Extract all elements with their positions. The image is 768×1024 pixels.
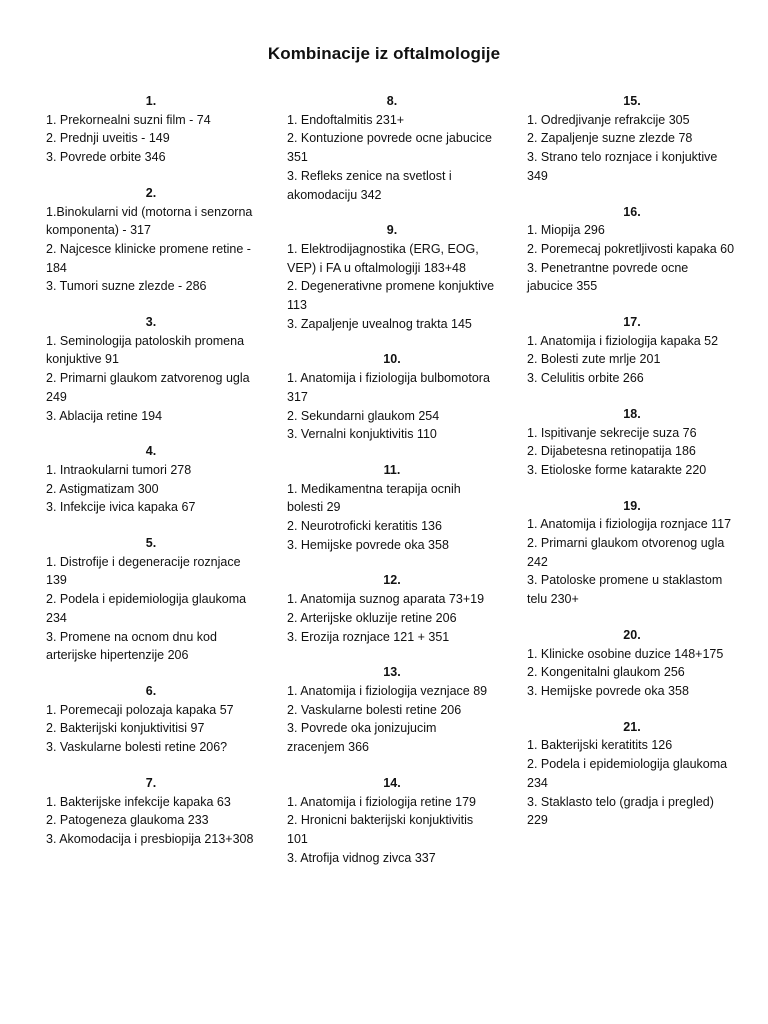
combination-item: 2. Bakterijski konjuktivitisi 97 <box>46 721 205 736</box>
combination-group <box>287 461 497 555</box>
combination-item: 1.Binokularni vid (motorna i senzorna komponenta) - 317 <box>46 204 253 238</box>
combination-group <box>527 718 737 830</box>
combination-item: 3. Etioloske forme katarakte 220 <box>527 462 707 477</box>
combination-item: 3. Infekcije ivica kapaka 67 <box>46 500 196 515</box>
column-right <box>527 92 737 847</box>
combination-item: 3. Staklasto telo (gradja i pregled) 229 <box>527 794 714 828</box>
combination-number: 15. <box>623 94 641 108</box>
combination-item: 1. Klinicke osobine duzice 148+175 <box>527 646 724 661</box>
combination-item: 2. Kontuzione povrede ocne jabucice 351 <box>287 131 493 165</box>
combination-group <box>46 774 256 849</box>
combination-item: 3. Zapaljenje uvealnog trakta 145 <box>287 316 472 331</box>
combination-number: 2. <box>145 185 157 200</box>
combination-number: 19. <box>623 498 641 513</box>
combination-item: 2. Patogeneza glaukoma 233 <box>46 813 209 828</box>
combination-item: 2. Podela i epidemiologija glaukoma 234 <box>46 592 247 625</box>
combination-item: 2. Hronicni bakterijski konjuktivitis 101 <box>287 813 474 846</box>
combination-item: 1. Anatomija suznog aparata 73+19 <box>287 592 485 607</box>
combination-item: 1. Endoftalmitis 231+ <box>287 112 405 127</box>
combination-item: 3. Promene na ocnom dnu kod arterijske hipertenzije 206 <box>46 629 217 663</box>
combination-group <box>46 534 256 665</box>
combination-item: 1. Anatomija i fiziologija retine 179 <box>287 794 477 809</box>
combination-item: 2. Vaskularne bolesti retine 206 <box>287 702 462 717</box>
combination-item: 3. Vernalni konjuktivitis 110 <box>287 427 437 442</box>
combination-item: 2. Najcesce klinicke promene retine - 184 <box>46 241 251 275</box>
combination-item: 2. Dijabetesna retinopatija 186 <box>527 444 696 459</box>
combination-item: 3. Celulitis orbite 266 <box>527 371 644 386</box>
combination-number: 11. <box>383 462 401 477</box>
combination-item: 2. Poremecaj pokretljivosti kapaka 60 <box>527 241 735 256</box>
combination-item: 3. Erozija roznjace 121 + 351 <box>287 629 450 644</box>
combination-group <box>527 405 737 480</box>
combination-item: 3. Penetrantne povrede ocne jabucice 355 <box>527 260 689 294</box>
combination-number: 20. <box>623 627 641 642</box>
combination-item: 3. Atrofija vidnog zivca 337 <box>287 850 436 865</box>
combination-item: 1. Anatomija i fiziologija roznjace 117 <box>527 517 732 532</box>
combination-number: 13. <box>383 665 401 680</box>
combination-number: 5. <box>145 536 157 551</box>
combination-group <box>287 571 497 646</box>
combination-item: 2. Podela i epidemiologija glaukoma 234 <box>527 757 728 790</box>
combination-number: 4. <box>145 444 157 459</box>
combination-number: 12. <box>383 573 401 588</box>
combination-item: 3. Ablacija retine 194 <box>46 408 163 423</box>
combination-item: 2. Sekundarni glaukom 254 <box>287 408 440 423</box>
combination-group <box>287 221 497 333</box>
combination-number: 1. <box>145 94 157 108</box>
combination-item: 1. Bakterijski keratitits 126 <box>527 738 673 753</box>
combination-item: 3. Povrede orbite 346 <box>46 150 166 165</box>
combination-group <box>46 442 256 517</box>
combination-item: 2. Arterijske okluzije retine 206 <box>287 610 457 625</box>
combination-number: 16. <box>623 204 641 219</box>
combination-number: 18. <box>623 406 641 421</box>
combination-item: 3. Hemijske povrede oka 358 <box>287 537 449 552</box>
combination-group <box>527 626 737 701</box>
combination-group <box>46 184 256 296</box>
combination-item: 3. Vaskularne bolesti retine 206? <box>46 740 228 755</box>
combination-group <box>46 313 256 425</box>
combination-item: 2. Neurotroficki keratitis 136 <box>287 519 442 534</box>
combination-number: 17. <box>623 315 641 330</box>
combination-item: 2. Zapaljenje suzne zlezde 78 <box>527 131 693 146</box>
combination-item: 1. Seminologija patoloskih promena konjuktive 91 <box>46 333 245 367</box>
combination-number: 8. <box>386 94 398 108</box>
combination-item: 2. Kongenitalni glaukom 256 <box>527 665 685 680</box>
combination-item: 1. Medikamentna terapija ocnih bolesti 29 <box>287 481 461 515</box>
combination-item: 3. Akomodacija i presbiopija 213+308 <box>46 831 254 846</box>
combination-item: 3. Strano telo roznjace i konjuktive 349 <box>527 150 718 183</box>
page-title: Kombinacije iz oftalmologije <box>267 44 501 63</box>
combination-item: 2. Primarni glaukom otvorenog ugla 242 <box>527 536 725 569</box>
combination-number: 3. <box>145 315 157 330</box>
combination-item: 1. Poremecaji polozaja kapaka 57 <box>46 702 234 717</box>
combination-item: 3. Povrede oka jonizujucim zracenjem 366 <box>287 721 437 755</box>
combination-group <box>287 663 497 757</box>
combination-item: 1. Ispitivanje sekrecije suza 76 <box>527 425 697 440</box>
combination-item: 1. Elektrodijagnostika (ERG, EOG, VEP) i FA u oftalmologiji 183+48 <box>287 241 479 275</box>
combination-item: 1. Bakterijske infekcije kapaka 63 <box>46 794 231 809</box>
combination-item: 2. Astigmatizam 300 <box>46 481 159 496</box>
combination-item: 3. Hemijske povrede oka 358 <box>527 683 689 698</box>
combination-item: 1. Odredjivanje refrakcije 305 <box>527 112 690 127</box>
combination-group <box>287 774 497 868</box>
combination-item: 2. Prednji uveitis - 149 <box>46 131 170 146</box>
combination-item: 3. Patoloske promene u staklastom telu 230+ <box>527 573 723 607</box>
combination-group <box>287 92 497 204</box>
combination-item: 2. Bolesti zute mrlje 201 <box>527 352 661 367</box>
combination-group <box>46 92 256 167</box>
combination-item: 3. Tumori suzne zlezde - 286 <box>46 279 207 294</box>
combination-number: 9. <box>386 223 398 238</box>
column-middle <box>287 92 497 884</box>
column-left <box>46 92 256 866</box>
combination-group <box>527 203 737 297</box>
combination-item: 2. Primarni glaukom zatvorenog ugla 249 <box>46 371 250 404</box>
combination-item: 2. Degenerativne promene konjuktive 113 <box>287 279 495 313</box>
combination-group <box>527 313 737 388</box>
combination-number: 21. <box>623 719 641 734</box>
combination-number: 14. <box>383 775 401 790</box>
combination-group <box>527 92 737 186</box>
combination-group <box>46 682 256 757</box>
combination-number: 6. <box>145 683 157 698</box>
combination-number: 10. <box>383 352 401 367</box>
combination-group <box>287 350 497 444</box>
combination-item: 1. Prekornealni suzni film - 74 <box>46 112 211 127</box>
combination-item: 3. Refleks zenice na svetlost i akomodaciju 342 <box>287 168 452 202</box>
combination-group <box>527 497 737 609</box>
combination-number: 7. <box>145 775 157 790</box>
combination-item: 1. Miopija 296 <box>527 223 605 238</box>
combination-item: 1. Distrofije i degeneracije roznjace 139 <box>46 554 241 588</box>
combination-item: 1. Anatomija i fiziologija bulbomotora 317 <box>287 371 490 404</box>
combination-item: 1. Anatomija i fiziologija veznjace 89 <box>287 683 488 698</box>
combination-item: 1. Anatomija i fiziologija kapaka 52 <box>527 333 719 348</box>
combination-item: 1. Intraokularni tumori 278 <box>46 462 192 477</box>
